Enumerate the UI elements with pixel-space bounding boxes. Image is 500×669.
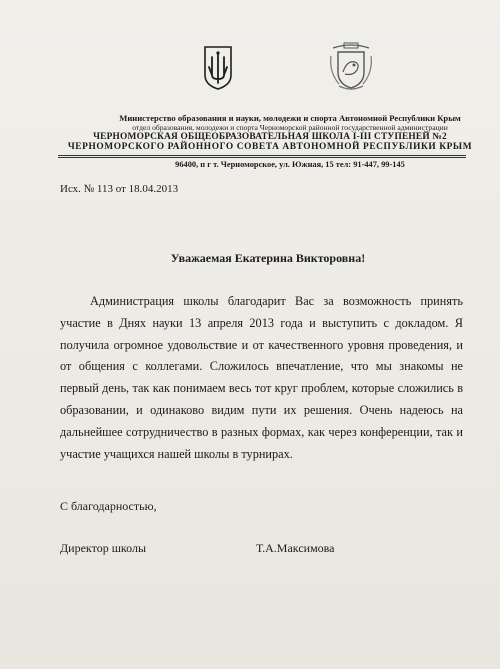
header-divider-bottom bbox=[58, 157, 466, 158]
letter-closing: С благодарностью, bbox=[60, 499, 157, 513]
ministry-name: Министерство образования и науки, молодежи и спорта Автономной Республики Крым bbox=[119, 113, 461, 123]
school-name-line-2: ЧЕРНОМОРСКОГО РАЙОННОГО СОВЕТА АВТОНОМНОЙ РЕСПУБЛИКИ КРЫМ bbox=[67, 142, 473, 152]
signatory-title: Директор школы bbox=[60, 541, 147, 555]
school-address: 96400, п г т. Черноморское, ул. Южная, 15 тел: 91-447, 99-145 bbox=[175, 160, 405, 169]
school-name-line-1: ЧЕРНОМОРСКАЯ ОБЩЕОБРАЗОВАТЕЛЬНАЯ ШКОЛА І-ІІІ СТУПЕНЕЙ №2 bbox=[93, 132, 447, 142]
letter-greeting: Уважаемая Екатерина Викторовна! bbox=[170, 251, 366, 265]
letter-body: Администрация школы благодарит Вас за возможность принять участие в Днях науки 13 апреля 2013 года и выступить с докладом. Я получила огромное удовольствие и от качественного уровня проведения, и от общения с коллегами. Сложилось впечатление, что мы знакомы не первый день, так как понимаем весь тот круг проблем, которые сложились в образовании, и одинаково видим пути их решения. Очень надеюсь на дальнейшее сотрудничество в разных формах, как через конференции, так и участие учащихся нашей школы в турнирах. bbox=[60, 294, 463, 461]
signatory-name: Т.А.Максимова bbox=[256, 541, 335, 555]
header-divider-top bbox=[58, 155, 466, 156]
ukraine-trident-emblem-icon bbox=[203, 45, 233, 91]
crimea-coat-of-arms-icon bbox=[327, 42, 375, 92]
department-name: отдел образования, молодежи и спорта Черноморской районной государственной администрации bbox=[132, 123, 448, 132]
outgoing-reference-number: Исх. № 113 от 18.04.2013 bbox=[60, 183, 179, 195]
